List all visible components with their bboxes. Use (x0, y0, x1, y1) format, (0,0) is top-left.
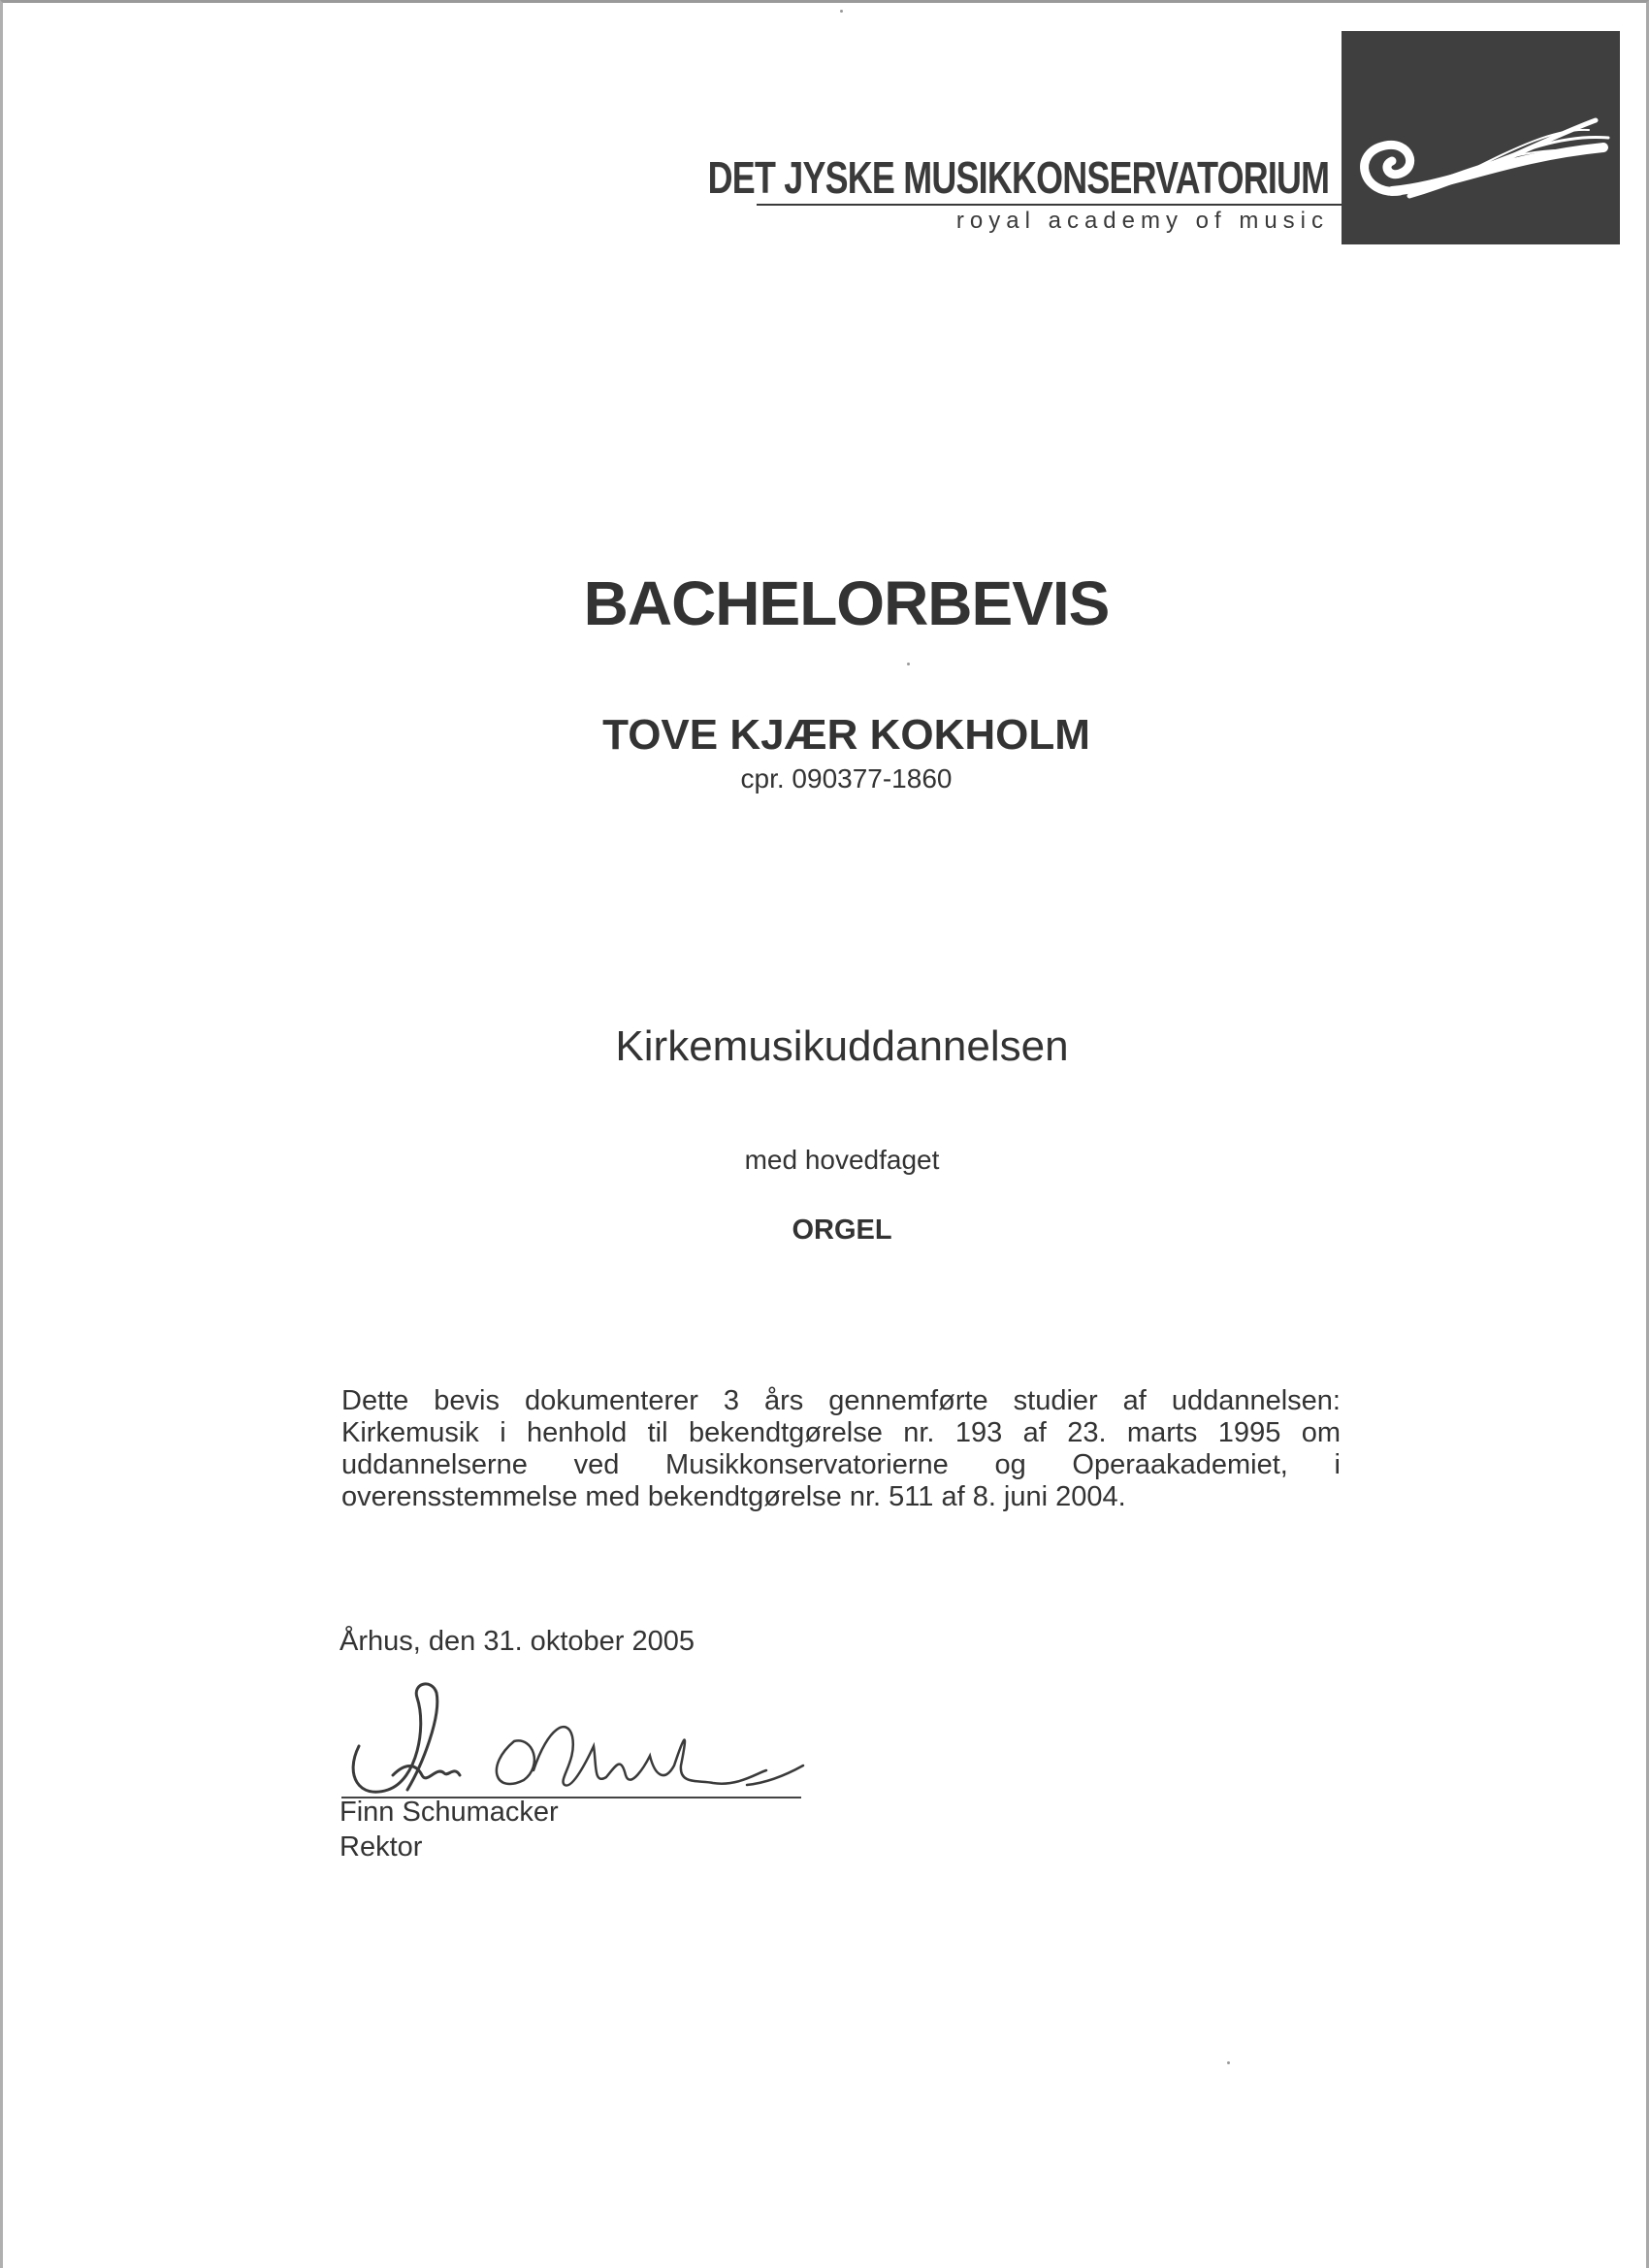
scan-speck (840, 10, 843, 13)
program-name: Kirkemusikuddannelsen (615, 1022, 1069, 1070)
institution-subtitle: royal academy of music (955, 208, 1329, 234)
conservatory-logo (1342, 31, 1620, 244)
holder-name: TOVE KJÆR KOKHOLM (602, 711, 1090, 759)
scan-speck (907, 663, 910, 665)
certificate-title: BACHELORBEVIS (583, 568, 1110, 638)
holder-cpr: cpr. 090377-1860 (740, 763, 953, 794)
main-subject: ORGEL (792, 1215, 892, 1246)
institution-underline (757, 204, 1342, 206)
signer-title: Rektor (340, 1831, 423, 1863)
handwritten-signature (340, 1669, 805, 1804)
main-subject-intro: med hovedfaget (744, 1145, 940, 1175)
place-and-date: Århus, den 31. oktober 2005 (340, 1626, 695, 1657)
scroll-logo-icon (1342, 31, 1620, 244)
scan-speck (1227, 2061, 1230, 2064)
certificate-statement: Dette bevis dokumenterer 3 års gennemførte studier af uddannelsen: Kirkemusik i henhold til bekendtgørelse nr. 193 af 23. marts 1995 om uddannelserne ved Musikkonservatorierne og Operaakademiet, i overensstemmelse med bekendtgørelse nr. 511 af 8. juni 2004. (341, 1385, 1341, 1512)
institution-name: DET JYSKE MUSIKKONSERVATORIUM (707, 152, 1329, 203)
signer-name: Finn Schumacker (340, 1797, 559, 1828)
